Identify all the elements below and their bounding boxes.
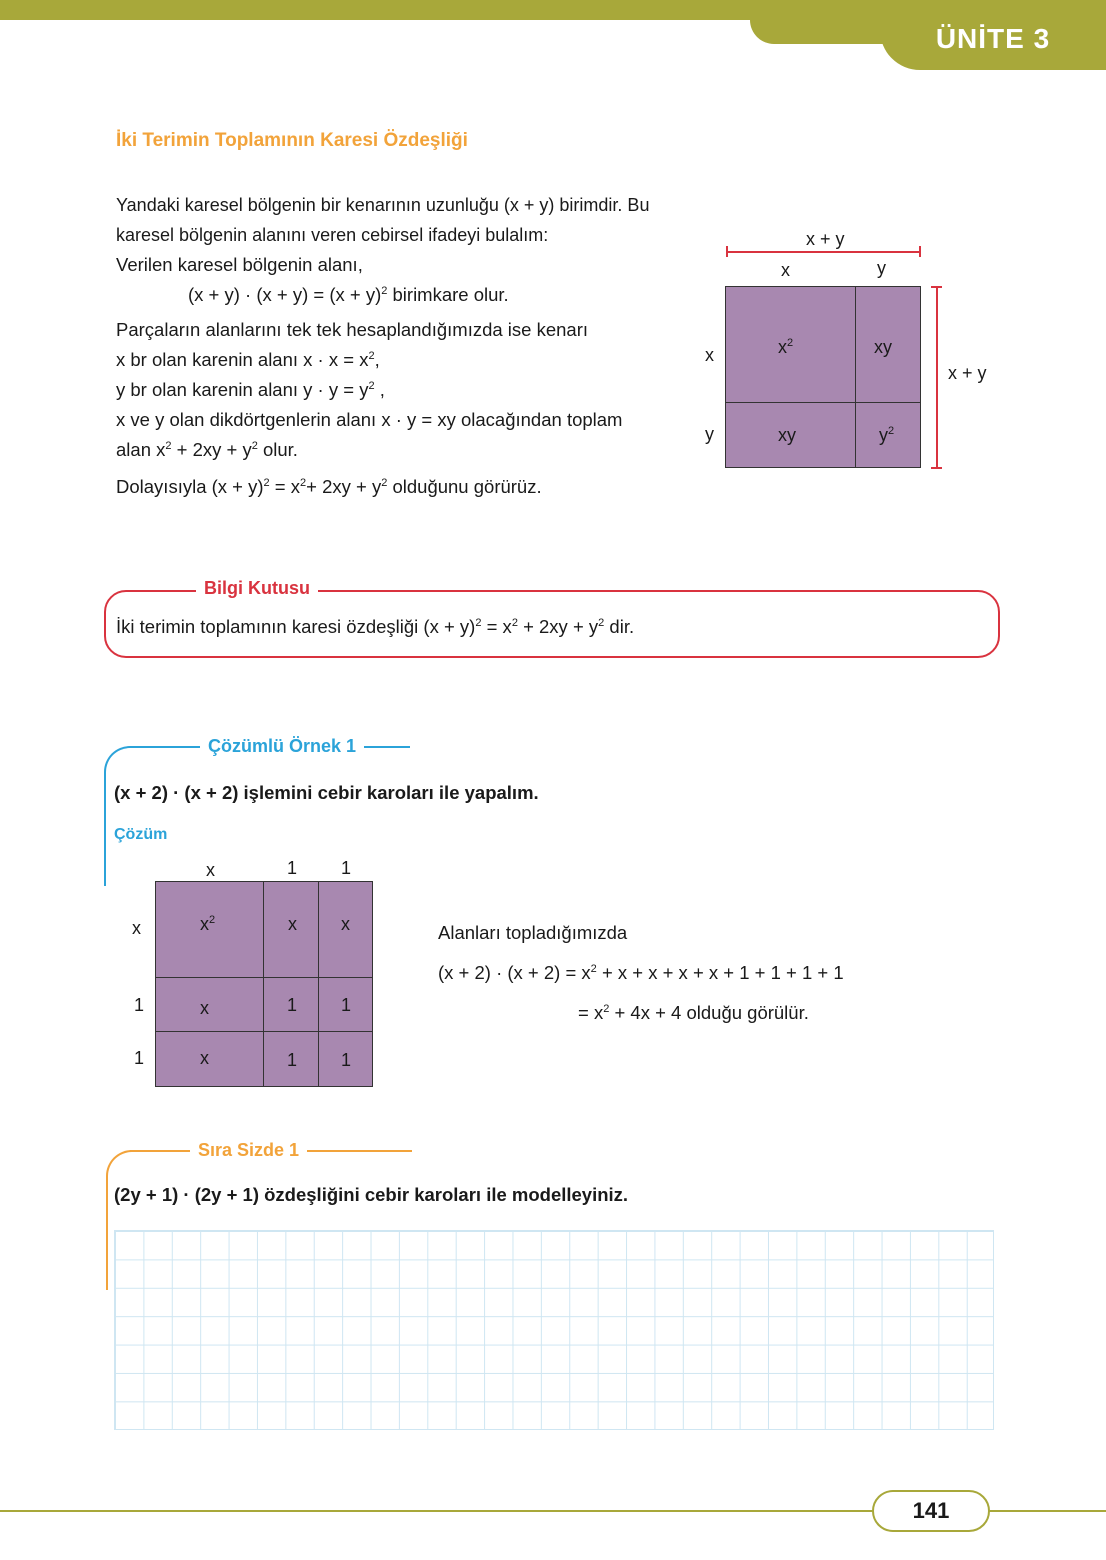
tile-x bbox=[318, 881, 373, 979]
tile-x-squared bbox=[155, 881, 265, 979]
info-box-text-d: dir. bbox=[609, 616, 635, 637]
fig1-col-y: y bbox=[877, 258, 886, 278]
sup: 2 bbox=[381, 284, 388, 297]
info-box-text bbox=[116, 612, 634, 642]
example-title: Çözümlü Örnek 1 bbox=[200, 736, 364, 757]
sup: 2 bbox=[888, 425, 895, 437]
fig1-top-label: x + y bbox=[806, 229, 845, 249]
para-line-10-c: + 2xy + y bbox=[306, 476, 382, 497]
right-dimension-tick-top bbox=[931, 286, 942, 288]
fig2-col-label: 1 bbox=[341, 858, 352, 878]
tile-one bbox=[263, 1031, 319, 1087]
tile-label: 1 bbox=[287, 995, 298, 1015]
example-question: (x + 2) · (x + 2) işlemini cebir karoları ile yapalım. bbox=[114, 782, 539, 803]
tile-x-squared-base: x bbox=[778, 337, 787, 357]
tile-x-squared-label bbox=[778, 337, 793, 358]
example-text-2a: (x + 2) · (x + 2) = x bbox=[438, 962, 591, 983]
fig2-row-label: x bbox=[132, 918, 141, 938]
top-dimension-line bbox=[726, 251, 920, 253]
fig1-row-x: x bbox=[705, 345, 714, 365]
fig2-col-label: 1 bbox=[287, 858, 298, 878]
exercise-question: (2y + 1) · (2y + 1) özdeşliğini cebir karoları ile modelleyiniz. bbox=[114, 1184, 629, 1205]
para-line-7: y br olan karenin alanı $y \cdot y = y^2$ , bbox=[116, 379, 385, 400]
unit-label: ÜNİTE 3 bbox=[935, 23, 1051, 54]
info-box-text-b: = x bbox=[486, 616, 512, 637]
para-line-9-c: olur. bbox=[262, 439, 298, 460]
fig1-col-x: x bbox=[781, 260, 790, 280]
para-line-9-a: alan x bbox=[116, 439, 166, 460]
sup: 2 bbox=[475, 616, 482, 629]
para-line-1: Yandaki karesel bölgenin bir kenarının uzunluğu (x + y) birimdir. Bu bbox=[116, 195, 650, 215]
info-box-text-a: İki terimin toplamının karesi özdeşliği (x + y) bbox=[116, 616, 476, 637]
para-line-7-text: y br olan karenin alanı y · y = y bbox=[116, 379, 369, 400]
right-dimension-line bbox=[936, 286, 938, 468]
top-dimension-tick-left bbox=[726, 246, 728, 257]
tile-label: 1 bbox=[341, 995, 352, 1015]
example-bracket bbox=[104, 746, 144, 886]
sup: 2 bbox=[263, 476, 270, 489]
para-line-6: x br olan karenin alanı $x \cdot x = x^2$, bbox=[116, 349, 380, 370]
sup: 2 bbox=[368, 379, 375, 392]
fig1-right-label: x + y bbox=[948, 363, 987, 383]
tile-xy-top-label: xy bbox=[874, 337, 892, 357]
para-line-6-text: x br olan karenin alanı x · x = x bbox=[116, 349, 369, 370]
tile-label: 1 bbox=[341, 1050, 352, 1070]
tile-y-squared bbox=[855, 402, 921, 468]
tile-x bbox=[155, 1031, 265, 1087]
info-box-title: Bilgi Kutusu bbox=[196, 578, 318, 599]
para-line-3: Verilen karesel bölgenin alanı, bbox=[116, 254, 363, 275]
header-tab-curve bbox=[750, 20, 890, 44]
sup: 2 bbox=[511, 616, 518, 629]
example-text-2b: + x + x + x + x + 1 + 1 + 1 + 1 bbox=[601, 962, 844, 983]
section-title: İki Terimin Toplamının Karesi Özdeşliği bbox=[116, 130, 468, 151]
tile-label: x bbox=[200, 1048, 209, 1068]
sup: 2 bbox=[300, 476, 307, 489]
para-line-4-tail: birimkare olur. bbox=[392, 284, 509, 305]
sup: 2 bbox=[165, 439, 172, 452]
fig2-row-label: 1 bbox=[134, 1048, 145, 1068]
para-line-4 bbox=[188, 280, 509, 310]
tile-label: x bbox=[341, 914, 350, 934]
tile-label: 1 bbox=[287, 1050, 298, 1070]
para-line-8: x ve y olan dikdörtgenlerin alanı x · y = xy olacağından toplam bbox=[116, 409, 623, 430]
sup: 2 bbox=[381, 476, 388, 489]
answer-grid[interactable] bbox=[114, 1230, 994, 1430]
example-text-3 bbox=[578, 998, 809, 1028]
para-line-10-a: Dolayısıyla (x + y) bbox=[116, 476, 264, 497]
tile-one bbox=[318, 977, 373, 1033]
tile-one bbox=[318, 1031, 373, 1087]
para-line-10-b: = x bbox=[274, 476, 300, 497]
sup: 2 bbox=[603, 1002, 610, 1015]
tile-label bbox=[200, 914, 215, 935]
right-dimension-tick-bottom bbox=[931, 467, 942, 469]
tile-x-squared bbox=[725, 286, 856, 403]
fig2-row-label: 1 bbox=[134, 995, 145, 1015]
para-line-10 bbox=[116, 472, 542, 502]
para-line-2: karesel bölgenin alanını veren cebirsel ifadeyi bulalım: bbox=[116, 225, 549, 245]
tile-label: x bbox=[200, 998, 209, 1018]
tile-xy-bottom bbox=[725, 402, 856, 468]
para-line-9 bbox=[116, 435, 298, 465]
sup: 2 bbox=[787, 337, 794, 349]
exercise-title: Sıra Sizde 1 bbox=[190, 1140, 307, 1161]
sup: 2 bbox=[598, 616, 605, 629]
tile-label: x bbox=[288, 914, 297, 934]
tile-one bbox=[263, 977, 319, 1033]
sup: 2 bbox=[209, 914, 216, 926]
para-line-4-text: (x + y) · (x + y) = (x + y) bbox=[188, 284, 382, 305]
example-text-2 bbox=[438, 958, 844, 988]
solution-label: Çözüm bbox=[114, 826, 168, 843]
top-dimension-tick-right bbox=[919, 246, 921, 257]
tile-x bbox=[263, 881, 319, 979]
example-text-3b: + 4x + 4 olduğu görülür. bbox=[614, 1002, 809, 1023]
info-box-text-c: + 2xy + y bbox=[523, 616, 599, 637]
para-line-5: Parçaların alanlarını tek tek hesaplandığımızda ise kenarı bbox=[116, 319, 589, 340]
sup: 2 bbox=[590, 962, 597, 975]
fig1-row-y: y bbox=[705, 424, 714, 444]
tile-x bbox=[155, 977, 265, 1033]
sup: 2 bbox=[251, 439, 258, 452]
fig2-col-label: x bbox=[206, 860, 215, 880]
tile-label-base: x bbox=[200, 914, 209, 934]
sup: 2 bbox=[368, 349, 375, 362]
tile-y-squared-base: y bbox=[879, 425, 888, 445]
tile-xy-bottom-label: xy bbox=[778, 425, 796, 445]
page-number: 141 bbox=[912, 1498, 950, 1523]
example-text-3a: = x bbox=[578, 1002, 604, 1023]
example-text-1: Alanları topladığımızda bbox=[438, 922, 628, 943]
tile-xy-top bbox=[855, 286, 921, 403]
para-line-9-b: + 2xy + y bbox=[176, 439, 252, 460]
tile-y-squared-label bbox=[879, 425, 894, 446]
para-line-10-d: olduğunu görürüz. bbox=[392, 476, 542, 497]
